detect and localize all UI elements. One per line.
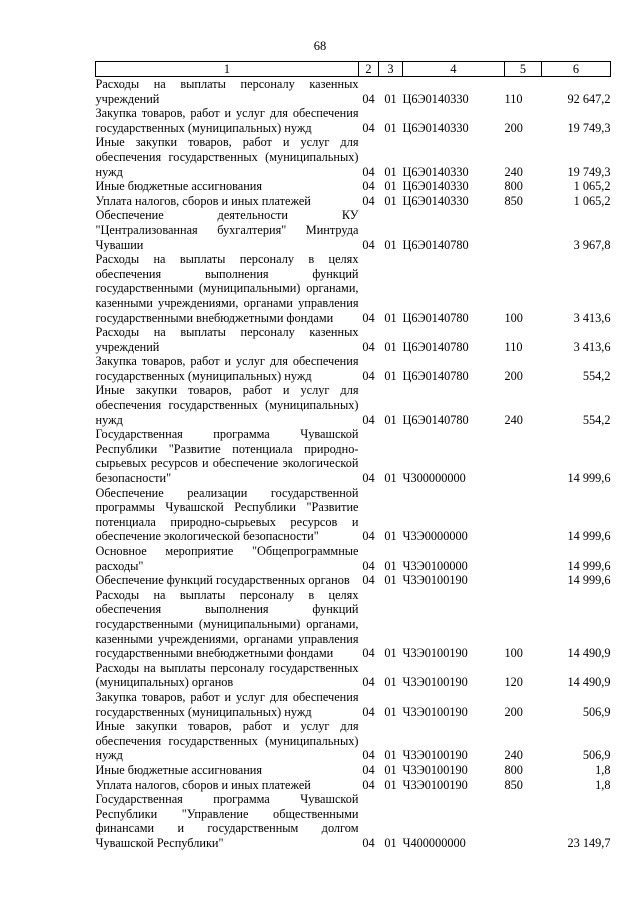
row-name-cell: Государственная программа Чувашской Республики "Управление общественными финансами и государственным долгом Чувашской Республики" — [95, 792, 359, 850]
row-expense-type-cell: 110 — [504, 339, 523, 354]
table-row — [96, 719, 611, 763]
row-amount-cell: 554,2 — [582, 412, 611, 427]
table-row — [96, 325, 611, 354]
row-section-cell: 04 — [362, 573, 375, 588]
row-expense-type-cell — [505, 486, 542, 544]
row-amount-cell: 1 065,2 — [573, 179, 611, 194]
row-expense-type-cell: 240 — [504, 748, 523, 763]
row-subsection-cell: 01 — [384, 558, 397, 573]
table-row — [96, 427, 611, 485]
row-name-cell: Иные бюджетные ассигнования — [95, 762, 263, 777]
row-target-code-cell: Ч3Э0100190 — [402, 704, 468, 719]
row-name-cell: Закупка товаров, работ и услуг для обеспечения государственных (муниципальных) нужд — [95, 354, 359, 383]
row-amount-cell: 14 999,6 — [567, 573, 611, 588]
row-expense-type-cell — [505, 544, 542, 573]
row-target-code-cell: Ц6Э0140330 — [402, 91, 469, 106]
table-row — [96, 486, 611, 544]
row-amount-cell: 92 647,2 — [567, 91, 611, 106]
table-row — [96, 661, 611, 690]
row-target-code-cell: Ч3Э0100190 — [402, 748, 468, 763]
row-target-code-cell: Ц6Э0140330 — [402, 193, 469, 208]
row-subsection-cell: 01 — [384, 573, 397, 588]
table-row — [96, 354, 611, 383]
row-amount-cell: 14 490,9 — [567, 646, 611, 661]
row-section-cell: 04 — [362, 471, 375, 486]
row-target-code-cell: Ц6Э0140780 — [402, 339, 469, 354]
row-subsection-cell: 01 — [384, 762, 397, 777]
row-section-cell: 04 — [362, 120, 375, 135]
row-target-code-cell: Ц6Э0140330 — [402, 164, 469, 179]
row-section-cell: 04 — [362, 762, 375, 777]
row-section-cell: 04 — [362, 339, 375, 354]
row-expense-type-cell: 850 — [504, 777, 523, 792]
row-expense-type-cell: 850 — [504, 193, 523, 208]
row-name-cell: Иные закупки товаров, работ и услуг для обеспечения государственных (муниципальных) нужд — [95, 719, 359, 763]
row-name-cell: Расходы на выплаты персоналу казенных учреждений — [95, 77, 359, 106]
table-row — [96, 106, 611, 135]
row-section-cell: 04 — [362, 704, 375, 719]
row-expense-type-cell — [505, 573, 542, 588]
row-amount-cell: 14 999,6 — [567, 471, 611, 486]
row-target-code-cell: Ц6Э0140780 — [402, 412, 469, 427]
row-expense-type-cell: 200 — [504, 120, 523, 135]
table-header-row — [96, 62, 611, 77]
row-target-code-cell: Ч3Э0100190 — [402, 573, 468, 588]
table-row — [96, 792, 611, 850]
header-col-5: 5 — [505, 62, 542, 77]
row-amount-cell: 506,9 — [582, 748, 611, 763]
row-amount-cell: 1,8 — [595, 762, 611, 777]
row-subsection-cell: 01 — [384, 529, 397, 544]
row-amount-cell: 14 999,6 — [567, 529, 611, 544]
row-target-code-cell: Ц6Э0140780 — [402, 368, 469, 383]
row-expense-type-cell: 240 — [504, 164, 523, 179]
row-name-cell: Обеспечение деятельности КУ "Централизованная бухгалтерия" Минтруда Чувашии — [95, 208, 359, 252]
row-section-cell: 04 — [362, 529, 375, 544]
row-subsection-cell: 01 — [384, 91, 397, 106]
header-col-6: 6 — [542, 62, 611, 77]
row-section-cell: 04 — [362, 164, 375, 179]
row-target-code-cell: Ц6Э0140330 — [402, 120, 469, 135]
row-section-cell: 04 — [362, 675, 375, 690]
row-amount-cell: 19 749,3 — [567, 164, 611, 179]
row-section-cell: 04 — [362, 91, 375, 106]
row-amount-cell: 1,8 — [595, 777, 611, 792]
table-row — [96, 208, 611, 252]
row-subsection-cell: 01 — [384, 835, 397, 850]
row-name-cell: Закупка товаров, работ и услуг для обеспечения государственных (муниципальных) нужд — [95, 106, 359, 135]
row-name-cell: Основное мероприятие "Общепрограммные расходы" — [95, 544, 359, 573]
budget-table — [95, 61, 611, 850]
table-row — [96, 179, 611, 194]
row-subsection-cell: 01 — [384, 164, 397, 179]
row-subsection-cell: 01 — [384, 646, 397, 661]
row-target-code-cell: Ч3Э0100190 — [402, 646, 468, 661]
header-col-1: 1 — [96, 62, 359, 77]
row-subsection-cell: 01 — [384, 471, 397, 486]
row-amount-cell: 14 490,9 — [567, 675, 611, 690]
row-amount-cell: 1 065,2 — [573, 193, 611, 208]
row-section-cell: 04 — [362, 558, 375, 573]
header-col-2: 2 — [359, 62, 379, 77]
table-row — [96, 135, 611, 179]
row-section-cell: 04 — [362, 646, 375, 661]
header-col-3: 3 — [379, 62, 403, 77]
row-subsection-cell: 01 — [384, 120, 397, 135]
row-target-code-cell: Ч400000000 — [402, 835, 466, 850]
table-row — [96, 588, 611, 661]
row-name-cell: Иные закупки товаров, работ и услуг для обеспечения государственных (муниципальных) нужд — [95, 135, 359, 179]
row-subsection-cell: 01 — [384, 704, 397, 719]
row-name-cell: Иные бюджетные ассигнования — [95, 179, 263, 194]
row-section-cell: 04 — [362, 748, 375, 763]
row-section-cell: 04 — [362, 193, 375, 208]
table-row — [96, 763, 611, 778]
row-amount-cell: 14 999,6 — [567, 558, 611, 573]
row-subsection-cell: 01 — [384, 193, 397, 208]
row-target-code-cell: Ц6Э0140780 — [402, 237, 469, 252]
row-name-cell: Закупка товаров, работ и услуг для обеспечения государственных (муниципальных) нужд — [95, 689, 359, 719]
table-row — [96, 690, 611, 719]
row-name-cell: Расходы на выплаты персоналу государственных (муниципальных) органов — [95, 660, 359, 690]
row-expense-type-cell — [505, 427, 542, 485]
row-target-code-cell: Ч3Э0100190 — [402, 675, 468, 690]
row-amount-cell: 3 967,8 — [573, 237, 611, 252]
table-row — [96, 77, 611, 107]
row-expense-type-cell: 200 — [504, 704, 523, 719]
row-subsection-cell: 01 — [384, 237, 397, 252]
row-amount-cell: 506,9 — [582, 704, 611, 719]
row-amount-cell: 3 413,6 — [573, 339, 611, 354]
row-target-code-cell: Ч300000000 — [402, 471, 466, 486]
row-target-code-cell: Ц6Э0140780 — [402, 310, 469, 325]
row-subsection-cell: 01 — [384, 339, 397, 354]
row-name-cell: Расходы на выплаты персоналу в целях обеспечения выполнения функций государственными (муниципальными) органами, казенными учреждениями, органами управления государственными внебюджетными фондами — [95, 587, 359, 661]
row-amount-cell: 554,2 — [582, 368, 611, 383]
row-name-cell: Расходы на выплаты персоналу в целях обеспечения выполнения функций государственными (муниципальными) органами, казенными учреждениями, органами управления государственными внебюджетными фондами — [95, 252, 359, 325]
row-section-cell: 04 — [362, 777, 375, 792]
row-subsection-cell: 01 — [384, 748, 397, 763]
row-expense-type-cell: 100 — [504, 310, 523, 325]
row-name-cell: Уплата налогов, сборов и иных платежей — [95, 777, 311, 792]
row-name-cell: Государственная программа Чувашской Республики "Развитие потенциала природно-сырьевых ресурсов и обеспечение экологической безопасности" — [95, 427, 359, 486]
row-subsection-cell: 01 — [384, 179, 397, 194]
row-target-code-cell: Ц6Э0140330 — [402, 179, 469, 194]
row-section-cell: 04 — [362, 412, 375, 427]
row-name-cell: Уплата налогов, сборов и иных платежей — [95, 193, 311, 208]
row-expense-type-cell: 800 — [504, 179, 523, 194]
row-subsection-cell: 01 — [384, 310, 397, 325]
table-row — [96, 194, 611, 209]
row-subsection-cell: 01 — [384, 412, 397, 427]
row-subsection-cell: 01 — [384, 675, 397, 690]
page-number: 68 — [313, 39, 327, 53]
row-name-cell: Обеспечение функций государственных органов — [95, 573, 350, 588]
row-section-cell: 04 — [362, 237, 375, 252]
row-expense-type-cell: 240 — [504, 412, 523, 427]
row-amount-cell: 3 413,6 — [573, 310, 611, 325]
row-subsection-cell: 01 — [384, 777, 397, 792]
header-col-4: 4 — [403, 62, 505, 77]
row-expense-type-cell: 800 — [504, 762, 523, 777]
row-section-cell: 04 — [362, 310, 375, 325]
row-expense-type-cell — [505, 792, 542, 850]
row-target-code-cell: Ч3Э0000000 — [402, 529, 468, 544]
row-name-cell: Расходы на выплаты персоналу казенных учреждений — [95, 325, 359, 354]
row-expense-type-cell: 120 — [504, 675, 523, 690]
row-amount-cell: 19 749,3 — [567, 120, 611, 135]
row-name-cell: Обеспечение реализации государственной программы Чувашской Республики "Развитие потенциала природно-сырьевых ресурсов и обеспечение экологической безопасности" — [95, 485, 359, 544]
row-name-cell: Иные закупки товаров, работ и услуг для обеспечения государственных (муниципальных) нужд — [95, 383, 359, 427]
table-row — [96, 573, 611, 588]
row-expense-type-cell — [505, 208, 542, 252]
row-expense-type-cell: 200 — [504, 368, 523, 383]
row-subsection-cell: 01 — [384, 368, 397, 383]
table-row — [96, 544, 611, 573]
row-section-cell: 04 — [362, 368, 375, 383]
row-target-code-cell: Ч3Э0100000 — [402, 558, 468, 573]
row-expense-type-cell: 110 — [504, 91, 523, 106]
row-expense-type-cell: 100 — [504, 646, 523, 661]
table-row — [96, 383, 611, 427]
table-row — [96, 778, 611, 793]
row-section-cell: 04 — [362, 835, 375, 850]
row-section-cell: 04 — [362, 179, 375, 194]
table-row — [96, 252, 611, 325]
row-amount-cell: 23 149,7 — [567, 835, 611, 850]
row-target-code-cell: Ч3Э0100190 — [402, 777, 468, 792]
row-target-code-cell: Ч3Э0100190 — [402, 762, 468, 777]
